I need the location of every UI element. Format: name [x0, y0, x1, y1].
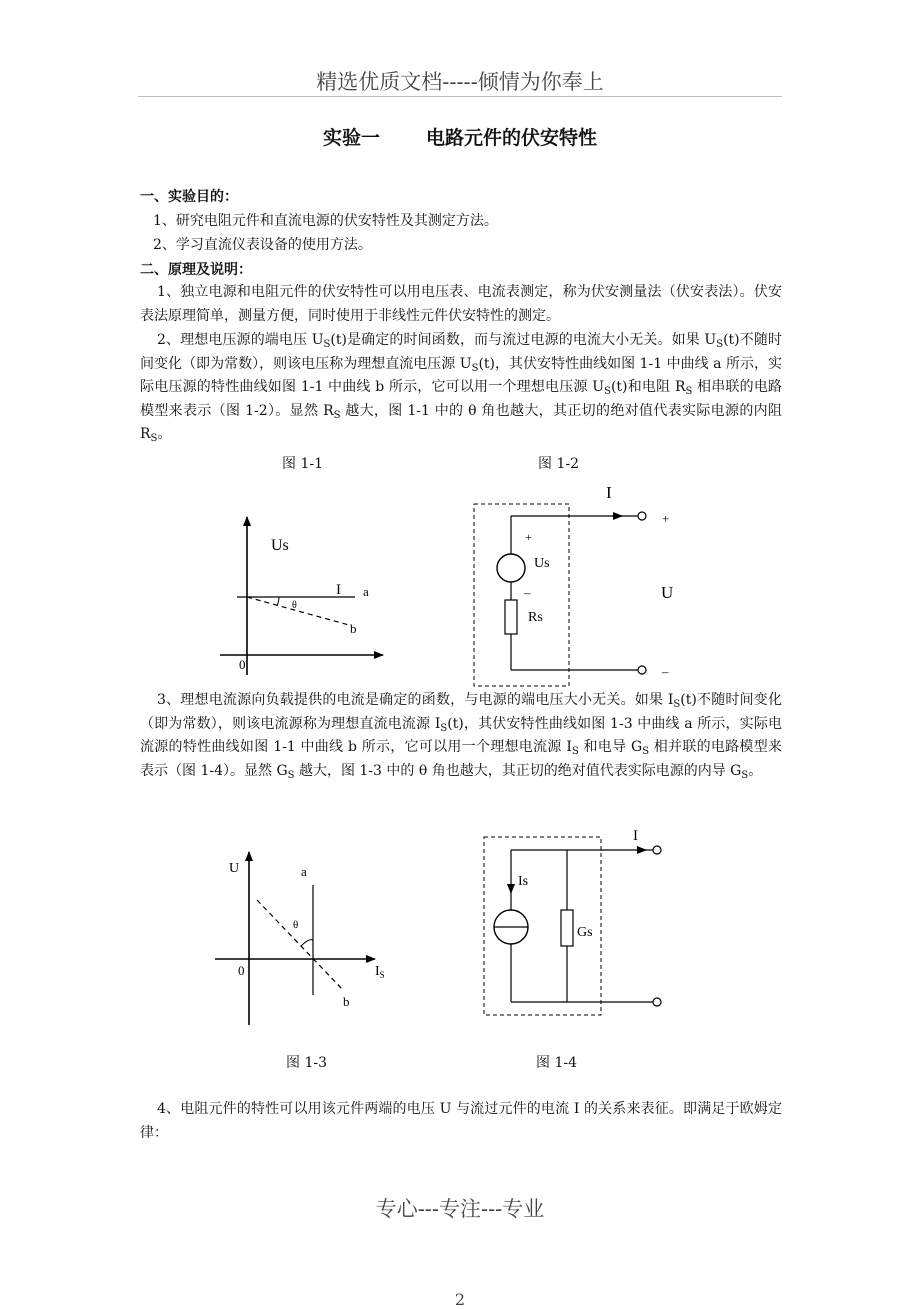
terminal-plus: [638, 512, 646, 520]
conductance-gs: [561, 910, 573, 946]
title-part-1: 实验一: [322, 127, 380, 149]
current-label: I: [633, 828, 638, 844]
caption-fig-1-1: 图 1-1: [282, 456, 323, 472]
current-label: I: [336, 582, 341, 598]
y-axis-label: U: [229, 861, 240, 876]
minus-output-label: –: [662, 664, 669, 679]
header-rule: [138, 96, 782, 97]
curve-a-label: a: [301, 864, 307, 879]
angle-arc: [277, 597, 279, 606]
caption-fig-1-3: 图 1-3: [286, 1055, 327, 1071]
paragraph-3: 3、理想电流源向负载提供的电流是确定的函数，与电源的端电压大小无关。如果 $I_S(t)$不随时间变化（即为常数），则该电流源称为理想直流电流源 $I_S(t)$，其伏安特性曲线如图 1-3 中曲线 a 所示，实际电流源的特性曲线如图 1-1 中曲线 b 所示，它可以用一个理想电流源 $I_S$ 和电导 $G_S$ 相并联的电路模型来表示（图 1-4）。显然 $G_S$ 越大，图 1-3 中的 θ 角也越大，其正切的绝对值代表实际电源的内导 $G_S$。: [140, 692, 782, 781]
figure-1-3: [205, 840, 405, 1035]
source-label: Is: [518, 874, 529, 889]
purpose-item-1: 1、研究电阻元件和直流电源的伏安特性及其测定方法。: [153, 213, 498, 229]
terminal-top: [653, 846, 661, 854]
resistor-rs: [505, 600, 517, 634]
curve-b-line: [247, 597, 349, 625]
source-minus-label: –: [524, 585, 531, 600]
curve-b-label: b: [350, 621, 357, 636]
plus-output-label: +: [662, 511, 670, 526]
page-number: 2: [454, 1290, 466, 1309]
terminal-minus: [638, 666, 646, 674]
section-purpose-heading: 一、实验目的：: [140, 189, 238, 205]
source-label: Us: [534, 556, 550, 571]
figure-1-2: [470, 478, 690, 693]
source-boundary: [474, 504, 569, 686]
conductance-label: Gs: [577, 925, 593, 940]
origin-label: 0: [239, 657, 246, 672]
y-axis-label: Us: [271, 537, 289, 554]
current-label: I: [606, 483, 612, 502]
resistor-label: Rs: [528, 610, 543, 625]
voltage-source-symbol: [497, 554, 525, 582]
page-header: 精选优质文档-----倾情为你奉上: [316, 70, 604, 94]
angle-arc: [301, 940, 313, 946]
page-footer: 专心---专注---专业: [375, 1197, 545, 1221]
figure-1-4: [478, 825, 678, 1020]
angle-label: θ: [293, 919, 299, 931]
title-part-2: 电路元件的伏安特性: [426, 127, 598, 149]
purpose-item-2: 2、学习直流仪表设备的使用方法。: [153, 237, 372, 253]
source-plus-label: +: [525, 530, 532, 544]
angle-label: θ: [292, 600, 297, 611]
caption-fig-1-4: 图 1-4: [536, 1055, 577, 1071]
voltage-label: U: [661, 583, 674, 602]
origin-label: 0: [238, 963, 245, 978]
paragraph-1: 1、独立电源和电阻元件的伏安特性可以用电压表、电流表测定，称为伏安测量法（伏安表法）。伏安表法原理简单，测量方便，同时使用于非线性元件伏安特性的测定。: [140, 284, 782, 324]
paragraph-2: 2、理想电压源的端电压 $U_S(t)$是确定的时间函数，而与流过电源的电流大小无关。如果 $U_S(t)$不随时间变化（即为常数），则该电压称为理想直流电压源 $U_S(t)$，其伏安特性曲线如图 1-1 中曲线 a 所示，实际电压源的特性曲线如图 1-1 中曲线 b 所示，它可以用一个理想电压源 $U_S(t)$和电阻 $R_S$ 相串联的电路模型来表示（图 1-2）。显然 $R_S$ 越大，图 1-1 中的 θ 角也越大，其正切的绝对值代表实际电源的内阻 $R_S$。: [140, 332, 783, 444]
curve-a-label: a: [363, 584, 369, 599]
curve-b-label: b: [343, 994, 350, 1009]
caption-fig-1-2: 图 1-2: [538, 456, 579, 472]
figure-1-1: [205, 505, 395, 685]
terminal-bottom: [653, 998, 661, 1006]
paragraph-4: 4、电阻元件的特性可以用该元件两端的电压 U 与流过元件的电流 I 的关系来表征。即满足于欧姆定律：: [140, 1101, 782, 1141]
document-title: [0, 123, 920, 150]
section-principle-heading: 二、原理及说明：: [140, 262, 252, 278]
x-axis-label: $I_S$: [375, 964, 385, 980]
curve-b-line: [257, 900, 343, 990]
